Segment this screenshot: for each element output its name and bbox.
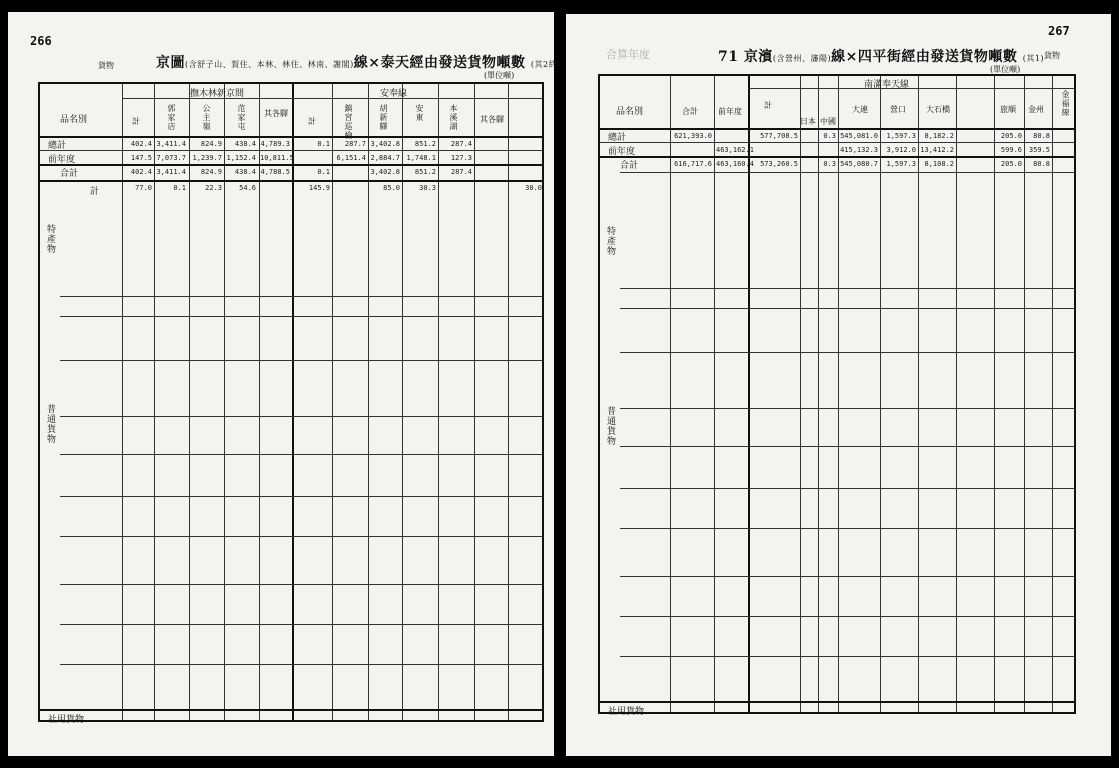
cell: 80.8 bbox=[1033, 132, 1050, 140]
data-table bbox=[598, 74, 1076, 717]
cell: 4,788.5 bbox=[260, 168, 290, 176]
cell: 1,239.7 bbox=[192, 154, 222, 162]
cell: 577,708.5 bbox=[760, 132, 798, 140]
col-header: 品名別 bbox=[60, 115, 88, 125]
cell: 4,789.3 bbox=[260, 140, 290, 148]
row-label: 前年度 bbox=[48, 155, 76, 165]
unit-label: (單位噸) bbox=[990, 65, 1021, 74]
cell: 0.3 bbox=[823, 132, 836, 140]
col-header: 其各驛 bbox=[264, 109, 288, 118]
row-label: 合計 bbox=[620, 161, 639, 171]
cell: 77.0 bbox=[135, 184, 152, 192]
col-header: 金福線 bbox=[1061, 90, 1070, 117]
col-header: 計 bbox=[308, 117, 316, 126]
col-header: 計 bbox=[764, 101, 772, 110]
cell: 402.4 bbox=[130, 168, 152, 176]
cell: 3,912.0 bbox=[886, 146, 916, 154]
footer-row-label: 社用貨物 bbox=[608, 707, 645, 717]
section-label: 特產物 bbox=[45, 224, 55, 254]
cell: 1,152.4 bbox=[226, 154, 256, 162]
col-header: 安東 bbox=[415, 104, 424, 122]
header-label: 貨物 bbox=[1044, 51, 1060, 60]
cell: 8,108.2 bbox=[924, 160, 954, 168]
cell: 13,412.2 bbox=[920, 146, 954, 154]
cell: 616,717.6 bbox=[674, 160, 712, 168]
row-label: 合計 bbox=[60, 169, 79, 179]
col-header: 營口 bbox=[890, 105, 906, 114]
page-number: 266 bbox=[30, 34, 52, 48]
col-header: 郭家店 bbox=[167, 104, 176, 131]
cell: 1,597.3 bbox=[886, 160, 916, 168]
cell: 621,393.0 bbox=[674, 132, 712, 140]
cell: 7,073.7 bbox=[156, 154, 186, 162]
col-header: 品名別 bbox=[616, 107, 644, 117]
cell: 22.3 bbox=[205, 184, 222, 192]
cell: 2,884.7 bbox=[370, 154, 400, 162]
section-label: 普通貨物 bbox=[605, 406, 615, 446]
page-number: 267 bbox=[1048, 24, 1070, 38]
cell: 6,151.4 bbox=[336, 154, 366, 162]
col-header: 其各驛 bbox=[480, 115, 504, 124]
book-gutter bbox=[554, 0, 566, 768]
cell: 0.1 bbox=[317, 168, 330, 176]
cell: 3,411.4 bbox=[156, 140, 186, 148]
cell: 3,411.4 bbox=[156, 168, 186, 176]
cell: 851.2 bbox=[414, 168, 436, 176]
cell: 30.3 bbox=[419, 184, 436, 192]
cell: 824.9 bbox=[200, 140, 222, 148]
col-header: 范家屯 bbox=[237, 104, 246, 131]
group-header: 撫木林新京間 bbox=[190, 89, 245, 99]
cell: 145.9 bbox=[308, 184, 330, 192]
faded-text: 合算年度 bbox=[606, 48, 650, 61]
cell: 438.4 bbox=[234, 140, 256, 148]
col-header: 本溪湖 bbox=[449, 104, 458, 131]
cell: 3,402.8 bbox=[370, 168, 400, 176]
cell: 30.0 bbox=[525, 184, 542, 192]
col-header: 大石橋 bbox=[926, 105, 950, 114]
row-label: 前年度 bbox=[608, 147, 636, 157]
cell: 359.5 bbox=[1028, 146, 1050, 154]
cell: 85.0 bbox=[383, 184, 400, 192]
cell: 127.3 bbox=[450, 154, 472, 162]
group-header: 南滿奉天線 bbox=[864, 80, 910, 90]
cell: 0.3 bbox=[823, 160, 836, 168]
cell: 205.0 bbox=[1000, 160, 1022, 168]
section-label: 特產物 bbox=[605, 226, 615, 256]
cell: 0.1 bbox=[317, 140, 330, 148]
page-title: 京圖(含舒子山、賀住、本林、林住、林南、謝閣)線×泰天經由發送貨物噸數 (其2終) bbox=[156, 55, 561, 71]
cell: 8,182.2 bbox=[924, 132, 954, 140]
col-header: 大連 bbox=[852, 105, 868, 114]
cell: 438.4 bbox=[234, 168, 256, 176]
cell: 10,811.5 bbox=[260, 154, 294, 162]
cell: 545,080.7 bbox=[840, 160, 878, 168]
cell: 599.6 bbox=[1000, 146, 1022, 154]
header-label: 貨物 bbox=[98, 61, 114, 70]
col-header: 金州 bbox=[1028, 105, 1044, 114]
cell: 402.4 bbox=[130, 140, 152, 148]
cell: 1,748.1 bbox=[406, 154, 436, 162]
footer-row-label: 社用貨物 bbox=[48, 715, 85, 725]
section-label: 普通貨物 bbox=[45, 404, 55, 444]
data-table bbox=[38, 82, 544, 725]
right-page bbox=[566, 14, 1111, 756]
cell: 287.4 bbox=[450, 168, 472, 176]
row-label: 總計 bbox=[608, 133, 627, 143]
cell: 573,260.5 bbox=[760, 160, 798, 168]
cell: 545,081.0 bbox=[840, 132, 878, 140]
cell: 80.8 bbox=[1033, 160, 1050, 168]
cell: 0.1 bbox=[173, 184, 186, 192]
cell: 1,597.3 bbox=[886, 132, 916, 140]
col-header: 計 bbox=[132, 117, 140, 126]
cell: 54.6 bbox=[239, 184, 256, 192]
cell: 415,132.3 bbox=[840, 146, 878, 154]
row-label: 計 bbox=[90, 187, 100, 197]
col-header: 合計 bbox=[682, 107, 698, 116]
cell: 463,160.4 bbox=[716, 160, 754, 168]
col-header: 鎮宮巡檢 bbox=[344, 104, 353, 140]
group-header: 安奉線 bbox=[380, 89, 408, 99]
cell: 205.0 bbox=[1000, 132, 1022, 140]
cell: 824.9 bbox=[200, 168, 222, 176]
page-title: 71 京濱(含營州、瀋陽)線×四平街經由發送貨物噸數 (其1) bbox=[718, 49, 1045, 65]
cell: 287.4 bbox=[450, 140, 472, 148]
col-header: 前年度 bbox=[718, 107, 742, 116]
col-header: 中國 bbox=[820, 117, 836, 126]
col-header: 公主嶺 bbox=[202, 104, 211, 131]
row-label: 總計 bbox=[48, 141, 67, 151]
unit-label: (單位噸) bbox=[484, 71, 515, 80]
col-header: 日本 bbox=[800, 117, 816, 126]
col-header: 旅順 bbox=[1000, 105, 1016, 114]
col-header: 胡新驛 bbox=[379, 104, 388, 131]
cell: 851.2 bbox=[414, 140, 436, 148]
cell: 3,402.8 bbox=[370, 140, 400, 148]
cell: 463,162.1 bbox=[716, 146, 754, 154]
left-page bbox=[8, 12, 561, 756]
cell: 287.7 bbox=[344, 140, 366, 148]
cell: 147.5 bbox=[130, 154, 152, 162]
